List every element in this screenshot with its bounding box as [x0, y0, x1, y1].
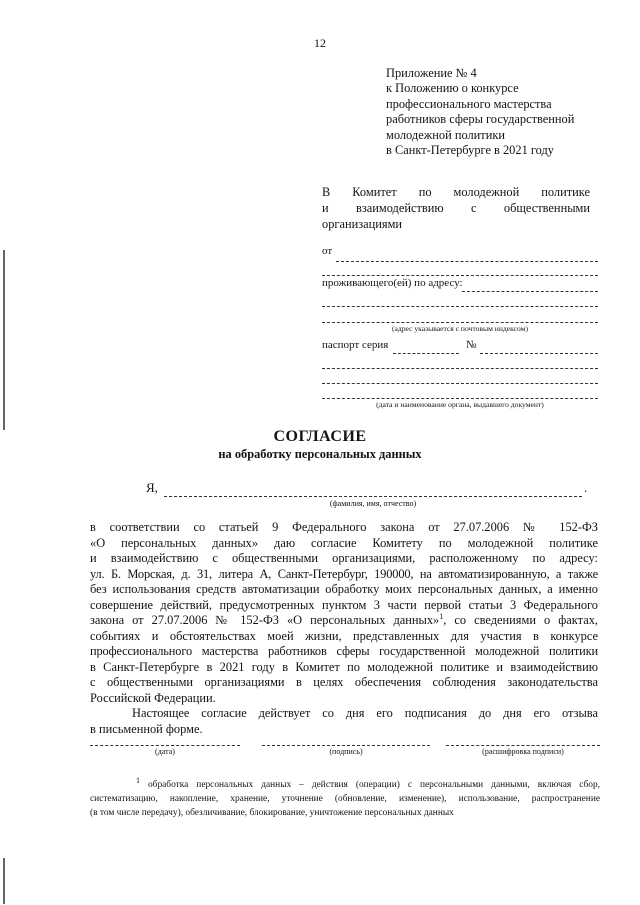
date-field[interactable] — [90, 745, 240, 746]
appendix-line: Приложение № 4 — [386, 66, 477, 80]
signature-decode-caption: (расшифровка подписи) — [482, 747, 564, 756]
signature-field[interactable] — [262, 745, 430, 746]
document-subtitle: на обработку персональных данных — [218, 447, 422, 461]
body-line: событиях и обстоятельствах моей жизни, представленных для участия в конкурсе — [90, 628, 598, 643]
appendix-line: к Положению о конкурсе — [386, 81, 519, 96]
body-line: профессионального мастерства работников сферы государственной молодежной политики — [90, 644, 598, 658]
passport-number-label: № — [466, 339, 477, 351]
addressee-line: В Комитет по молодежной политике — [322, 185, 590, 199]
address-field-line-2[interactable] — [322, 306, 598, 307]
passport-issued-line-3[interactable] — [322, 398, 598, 399]
body-line: ул. Б. Морская, д. 31, литера А, Санкт-Петербург, 190000, на автоматизированную, а также — [90, 566, 598, 581]
i-line-end-mark: . — [584, 480, 588, 495]
binder-mark-top — [3, 250, 5, 430]
appendix-line: молодежной политики — [386, 127, 505, 142]
footnote-line: систематизацию, накопление, хранение, уточнение (обновление, изменение), использование, распространение — [90, 794, 600, 804]
signature-caption: (подпись) — [329, 747, 363, 756]
appendix-line: в Санкт-Петербурге в 2021 году — [386, 143, 554, 158]
signature-decode-field[interactable] — [446, 745, 600, 746]
date-caption: (дата) — [155, 747, 175, 756]
binder-mark-bottom — [3, 858, 5, 904]
body-line: с общественными организациями в целях обеспечения соблюдения законодательства — [90, 675, 598, 689]
footnote-text: обработка персональных данных – действия (операции) с персональными данными, включая сбор, — [140, 780, 600, 790]
footnote-reference: 1 — [439, 611, 444, 621]
footnote-line — [90, 775, 600, 792]
from-field[interactable] — [336, 261, 598, 262]
full-name-field[interactable] — [164, 496, 582, 497]
full-name-caption: (фамилия, имя, отчество) — [329, 499, 417, 508]
addressee-line: и взаимодействию с общественными — [322, 201, 590, 215]
residing-label: проживающего(ей) по адресу: — [322, 277, 463, 289]
passport-number-field[interactable] — [480, 353, 598, 354]
body-line: Настоящее согласие действует со дня его подписания до дня его отзыва — [132, 706, 598, 720]
address-caption: (адрес указывается с почтовым индексом) — [391, 324, 528, 333]
from-label: от — [322, 245, 333, 257]
passport-series-field[interactable] — [393, 353, 459, 354]
address-field[interactable] — [462, 291, 598, 292]
i-label: Я, — [146, 480, 158, 495]
body-line: без использования средств автоматизации обработку моих персональных данных, а именно — [90, 582, 598, 596]
addressee-line: организациями — [322, 217, 403, 231]
passport-caption: (дата и наименование органа, выдавшего документ) — [376, 400, 544, 409]
body-line: и взаимодействию с общественными организациями, расположенному по адресу: — [90, 551, 598, 565]
appendix-line: работников сферы государственной — [386, 112, 575, 127]
body-line: совершение действий, предусмотренных пунктом 3 части первой статьи 3 Федерального — [90, 597, 598, 612]
page-number: 12 — [314, 36, 326, 50]
body-text: закона от 27.07.2006 № 152-ФЗ «О персональных данных» — [90, 613, 440, 627]
passport-series-label: паспорт серия — [322, 339, 389, 351]
consent-body — [90, 520, 598, 737]
body-line: в Санкт-Петербурге в 2021 году в Комитет по молодежной политике и взаимодействию — [90, 659, 598, 674]
footnote-mark: 1 — [136, 775, 140, 785]
body-line: в письменной форме. — [90, 721, 203, 736]
document-title: СОГЛАСИЕ — [273, 428, 367, 445]
body-text: , со сведениями о фактах, — [443, 613, 598, 627]
passport-issued-line-1[interactable] — [322, 368, 598, 369]
footnote-line: (в том числе передачу), обезличивание, блокирование, уничтожение персональных данных — [90, 808, 454, 818]
addressee-block — [322, 184, 590, 232]
body-line: Российской Федерации. — [90, 690, 216, 705]
from-field-line-2[interactable] — [322, 275, 598, 276]
body-line: в соответствии со статьей 9 Федерального закона от 27.07.2006 № 152-ФЗ — [90, 520, 598, 534]
body-line-with-footnote — [90, 613, 598, 629]
body-line: «О персональных данных» даю согласие Комитету по молодежной политике — [90, 535, 598, 550]
appendix-line: профессионального мастерства — [386, 96, 552, 111]
appendix-header — [386, 66, 606, 158]
passport-issued-line-2[interactable] — [322, 383, 598, 384]
address-field-line-3[interactable] — [322, 322, 598, 323]
footnote — [90, 775, 600, 820]
